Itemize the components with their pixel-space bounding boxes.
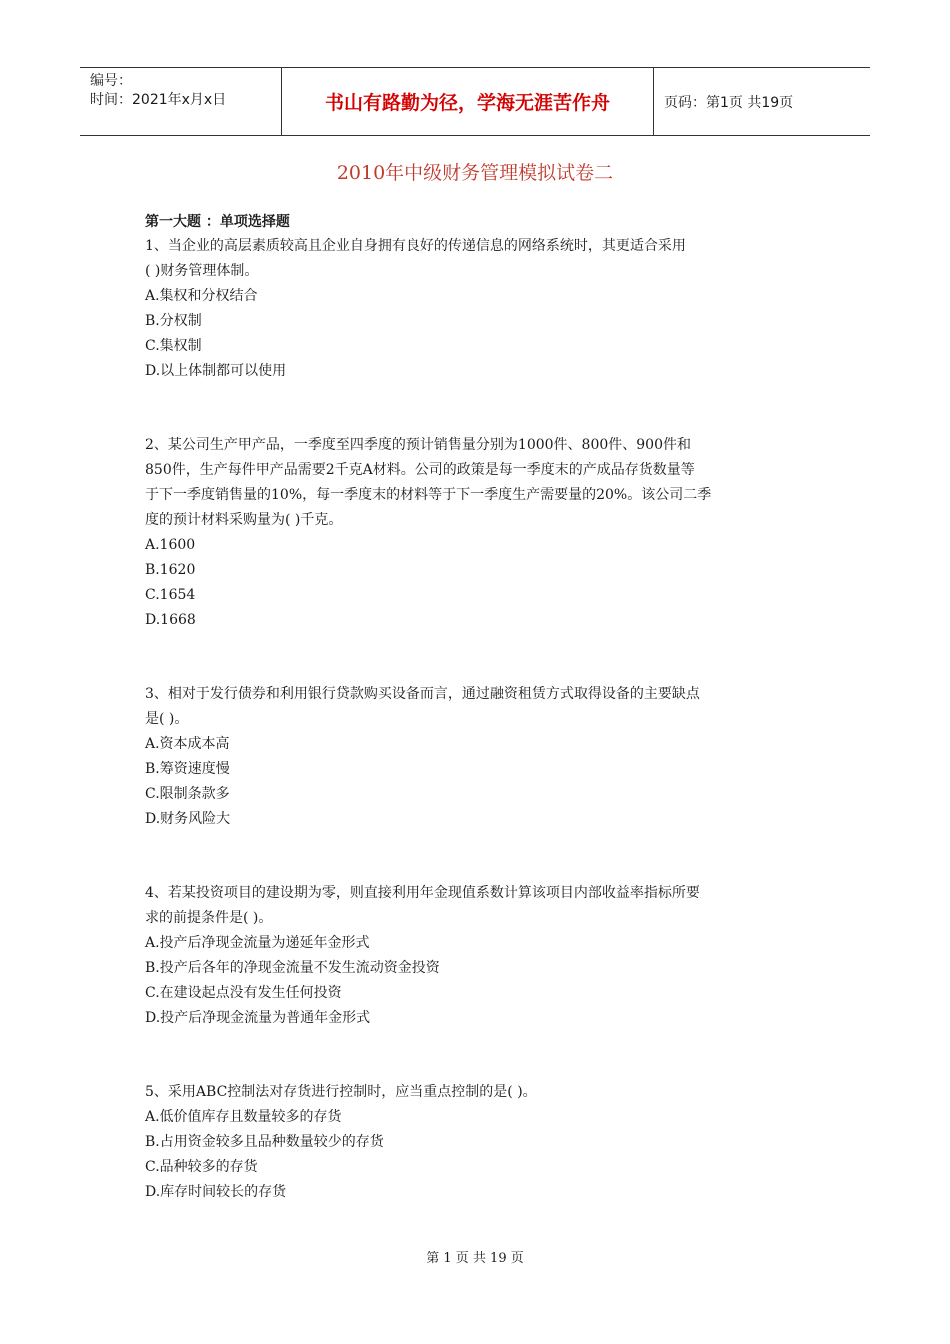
option-a: A.资本成本高 bbox=[145, 736, 230, 752]
header-page-info: 页码：第1页 共19页 bbox=[664, 94, 794, 111]
question-text-line: 1、当企业的高层素质较高且企业自身拥有良好的传递信息的网络系统时，其更适合采用 bbox=[145, 238, 686, 254]
question-text-line: 4、若某投资项目的建设期为零，则直接利用年金现值系数计算该项目内部收益率指标所要 bbox=[145, 885, 700, 901]
question-text-line: 3、相对于发行债券和利用银行贷款购买设备而言，通过融资租赁方式取得设备的主要缺点 bbox=[145, 686, 700, 702]
question-text-line: ( )财务管理体制。 bbox=[145, 263, 259, 279]
question-text-line: 度的预计材料采购量为( )千克。 bbox=[145, 512, 343, 528]
option-a: A.投产后净现金流量为递延年金形式 bbox=[145, 935, 370, 951]
question-text-line: 5、采用ABC控制法对存货进行控制时，应当重点控制的是( )。 bbox=[145, 1084, 537, 1100]
question-text-line: 求的前提条件是( )。 bbox=[145, 910, 273, 926]
option-a: A.集权和分权结合 bbox=[145, 288, 258, 304]
option-c: C.品种较多的存货 bbox=[145, 1159, 258, 1175]
option-c: C.在建设起点没有发生任何投资 bbox=[145, 985, 342, 1001]
question-text-line: 2、某公司生产甲产品，一季度至四季度的预计销售量分别为1000件、800件、900件和 bbox=[145, 437, 691, 453]
question-text-line: 850件，生产每件甲产品需要2千克A材料。公司的政策是每一季度末的产成品存货数量等 bbox=[145, 462, 695, 478]
option-a: A.1600 bbox=[145, 537, 196, 553]
number-label: 编号： bbox=[90, 73, 132, 89]
option-b: B.分权制 bbox=[145, 313, 202, 329]
option-d: D.1668 bbox=[145, 612, 196, 628]
option-b: B.投产后各年的净现金流量不发生流动资金投资 bbox=[145, 960, 440, 976]
option-c: C.1654 bbox=[145, 587, 196, 603]
document-body bbox=[145, 210, 815, 1205]
spacer bbox=[145, 633, 815, 682]
question-3 bbox=[145, 682, 815, 832]
spacer bbox=[145, 832, 815, 881]
option-b: B.筹资速度慢 bbox=[145, 761, 230, 777]
header-meta-cell bbox=[80, 68, 282, 135]
question-text-line: 于下一季度销售量的10%，每一季度末的材料等于下一季度生产需要量的20%。该公司二季 bbox=[145, 487, 712, 503]
date-label: 时间：2021年x月x日 bbox=[90, 92, 227, 108]
question-4 bbox=[145, 881, 815, 1031]
question-5 bbox=[145, 1080, 815, 1205]
question-2 bbox=[145, 433, 815, 633]
option-d: D.投产后净现金流量为普通年金形式 bbox=[145, 1010, 371, 1026]
option-a: A.低价值库存且数量较多的存货 bbox=[145, 1109, 342, 1125]
option-d: D.以上体制都可以使用 bbox=[145, 363, 287, 379]
option-d: D.财务风险大 bbox=[145, 811, 231, 827]
option-b: B.占用资金较多且品种数量较少的存货 bbox=[145, 1134, 384, 1150]
header-motto: 书山有路勤为径，学海无涯苦作舟 bbox=[282, 68, 654, 135]
question-text-line: 是( )。 bbox=[145, 711, 189, 727]
spacer bbox=[145, 1031, 815, 1080]
question-1 bbox=[145, 234, 815, 384]
option-c: C.集权制 bbox=[145, 338, 202, 354]
option-c: C.限制条款多 bbox=[145, 786, 230, 802]
spacer bbox=[145, 384, 815, 433]
option-b: B.1620 bbox=[145, 562, 196, 578]
document-title: 2010年中级财务管理模拟试卷二 bbox=[336, 162, 614, 184]
page-footer: 第 1 页 共 19 页 bbox=[426, 1251, 524, 1266]
header-table bbox=[80, 67, 870, 136]
option-d: D.库存时间较长的存货 bbox=[145, 1184, 287, 1200]
section-heading: 第一大题 ：单项选择题 bbox=[145, 214, 290, 230]
